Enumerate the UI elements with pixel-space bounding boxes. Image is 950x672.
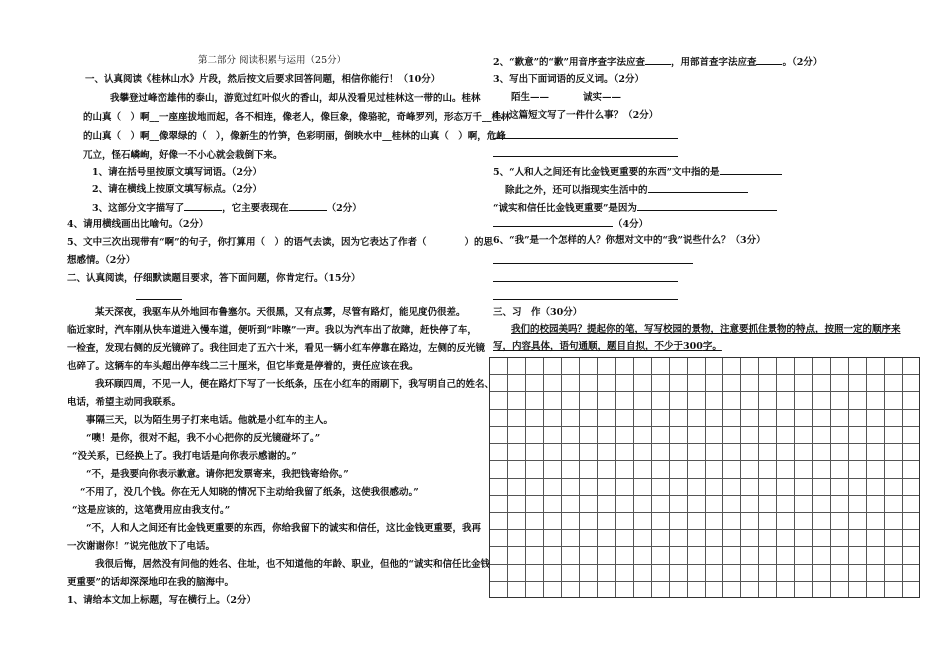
- composition-prompt-2: [493, 341, 722, 353]
- right-question-6: 6、“我”是一个怎样的人？你想对文中的“我”说些什么？（3分）: [493, 235, 766, 246]
- composition-prompt-1: 我们的校园美吗？提起你的笔，写写校园的景物，注意要抓住景物的特点，按照一定的顺序来: [511, 324, 901, 335]
- story-line-2: 临近家时，汽车刚从快车道进入慢车道，便听到“咔嚓”一声。我以为汽车出了故障，赶快停了车，: [67, 325, 477, 336]
- answer-blank[interactable]: [289, 201, 327, 211]
- sub-question-1: 1、请在括号里按原文填写词语。（2分）: [92, 167, 262, 178]
- answer-line[interactable]: [493, 290, 678, 300]
- sub-question-3-part-c: （2分）: [326, 203, 362, 214]
- story-line-11: “不用了，没几个钱。你在无人知晓的情况下主动给我留了纸条，这使我很感动。”: [80, 487, 419, 498]
- story-line-4: 也碎了。这辆车的车头超出停车线二三十厘米，但它毕竟是停着的，责任应该在我。: [67, 361, 419, 372]
- question-5-cont: 想感情。（2分）: [67, 255, 136, 266]
- grid-line: [490, 443, 919, 444]
- passage-line-4: 兀立，怪石嶙峋，好像一不小心就会栽倒下来。: [83, 150, 283, 161]
- answer-line[interactable]: [493, 254, 693, 264]
- story-line-10: “不，是我要向你表示歉意。请你把发票寄来，我把钱寄给你。”: [86, 469, 349, 480]
- story-line-15: 我很后悔，居然没有问他的姓名、住址，也不知道他的年龄、职业，但他的“诚实和信任比金钱: [95, 559, 490, 570]
- grid-line: [490, 512, 919, 513]
- right-question-5-line-2: [505, 183, 748, 197]
- sub-question-2: 2、请在横线上按原文填写标点。（2分）: [92, 184, 262, 195]
- grid-line: [490, 391, 919, 392]
- grid-line: [490, 426, 919, 427]
- story-question-1: 1、请给本文加上标题，写在横行上。（2分）: [67, 595, 256, 606]
- grid-line: [490, 546, 919, 547]
- section-3-title: 三、习 作（30分）: [493, 307, 583, 318]
- part-title: 第二部分 阅读积累与运用（25分）: [198, 55, 347, 66]
- answer-blank[interactable]: [645, 55, 671, 65]
- answer-blank[interactable]: [648, 183, 748, 193]
- story-line-12: “这是应该的，这笔费用应由我支付。”: [72, 505, 231, 516]
- right-question-4: 4、这篇短文写了一件什么事？（2分）: [493, 110, 659, 121]
- answer-blank[interactable]: [637, 201, 777, 211]
- right-question-5-line-3: [493, 201, 777, 215]
- grid-line: [490, 564, 919, 565]
- grid-line: [490, 374, 919, 375]
- right-question-2-part-a: 2、“歉意”的“歉”用音序查字法应查: [493, 57, 645, 68]
- grid-line: [490, 460, 919, 461]
- sub-question-3-part-a: 3、这部分文字描写了: [92, 203, 185, 214]
- right-question-2: [493, 55, 822, 69]
- antonym-honest: 诚实——: [583, 92, 622, 103]
- composition-grid[interactable]: [489, 357, 920, 598]
- answer-blank[interactable]: [756, 55, 782, 65]
- right-question-5-text: 5、“人和人之间还有比金钱更重要的东西”文中指的是: [493, 167, 720, 178]
- story-line-13: “不，人和人之间还有比金钱更重要的东西，你给我留下的诚实和信任，这比金钱更重要，我再: [86, 523, 481, 534]
- answer-blank[interactable]: [720, 165, 782, 175]
- answer-blank[interactable]: [184, 201, 222, 211]
- story-line-5: 我环顾四周，不见一人，便在路灯下写了一长纸条，压在小红车的雨刷下，我写明自己的姓名、: [95, 379, 495, 390]
- question-4: 4、请用横线画出比喻句。（2分）: [67, 219, 209, 230]
- grid-line: [490, 495, 919, 496]
- story-line-7: 事隔三天，以为陌生男子打来电话。他就是小红车的主人。: [86, 415, 334, 426]
- answer-line[interactable]: [493, 129, 678, 139]
- right-question-5: [493, 165, 782, 179]
- right-question-5-score: （4分）: [613, 219, 649, 230]
- grid-line: [490, 529, 919, 530]
- passage-line-2: 的山真（ ）啊__一座座拔地而起，各不相连，像老人，像巨象，像骆驼，奇峰罗列，形态万千__桂林: [83, 112, 511, 123]
- answer-line[interactable]: [493, 272, 678, 282]
- answer-blank[interactable]: [493, 217, 613, 227]
- story-line-1: 某天深夜，我驱车从外地回布鲁塞尔。天很黑，又有点雾，尽管有路灯，能见度仍很差。: [95, 307, 466, 318]
- right-question-2-part-c: 。（2分）: [782, 57, 823, 68]
- right-question-2-part-b: ，用部首查字法应查: [670, 57, 757, 68]
- right-question-5-text-b: 除此之外，还可以指现实生活中的: [505, 185, 648, 196]
- story-line-8: “噢！是你，很对不起，我不小心把你的反光镜碰坏了。”: [86, 433, 321, 444]
- story-line-14: 一次谢谢你！”说完他放下了电话。: [67, 541, 215, 552]
- grid-line: [490, 409, 919, 410]
- sub-question-3-part-b: ，它主要表现在: [222, 203, 289, 214]
- answer-line[interactable]: [493, 147, 678, 157]
- question-5: 5、文中三次出现带有“啊”的句子，你打算用（ ）的语气去读，因为它表达了作者（ ）的思: [67, 237, 494, 248]
- story-line-6: 电话，希望主动同我联系。: [67, 397, 182, 408]
- grid-line: [490, 581, 919, 582]
- question-1-intro: 一、认真阅读《桂林山水》片段，然后按文后要求回答问题，相信你能行！（10分）: [85, 74, 441, 85]
- composition-word-count: 300: [683, 341, 703, 352]
- story-line-9: “没关系，已经换上了。我打电话是向你表示感谢的。”: [72, 451, 297, 462]
- right-question-5-text-c: “诚实和信任比金钱更重要”是因为: [493, 203, 637, 214]
- composition-prompt-2a: 写，内容具体，语句通顺，题目自拟，不少于: [493, 341, 684, 352]
- story-line-3: 一检查，发现右侧的反光镜碎了。我往回走了五六十米，看见一辆小红车停靠在路边，左侧的反光镜: [67, 343, 486, 354]
- composition-prompt-2c: 字。: [702, 341, 722, 352]
- right-question-5-line-4: [493, 217, 648, 231]
- section-2-title: 二、认真阅读，仔细默读题目要求，答下面问题，你肯定行。（15分）: [67, 273, 361, 284]
- right-question-3: 3、写出下面词语的反义词。（2分）: [493, 74, 644, 85]
- title-answer-line[interactable]: [136, 290, 182, 300]
- passage-line-1: 我攀登过峰峦雄伟的泰山，游览过红叶似火的香山，却从没看见过桂林这一带的山。桂林: [110, 93, 481, 104]
- sub-question-3: [92, 201, 362, 215]
- grid-line: [490, 478, 919, 479]
- antonym-strange: 陌生——: [511, 92, 550, 103]
- story-line-16: 更重要”的话却深深地印在我的脑海中。: [67, 577, 234, 588]
- passage-line-3: 的山真（ ）啊__像翠绿的（ ），像新生的竹笋，色彩明丽，倒映水中__桂林的山真（ ）啊，危峰: [83, 131, 506, 142]
